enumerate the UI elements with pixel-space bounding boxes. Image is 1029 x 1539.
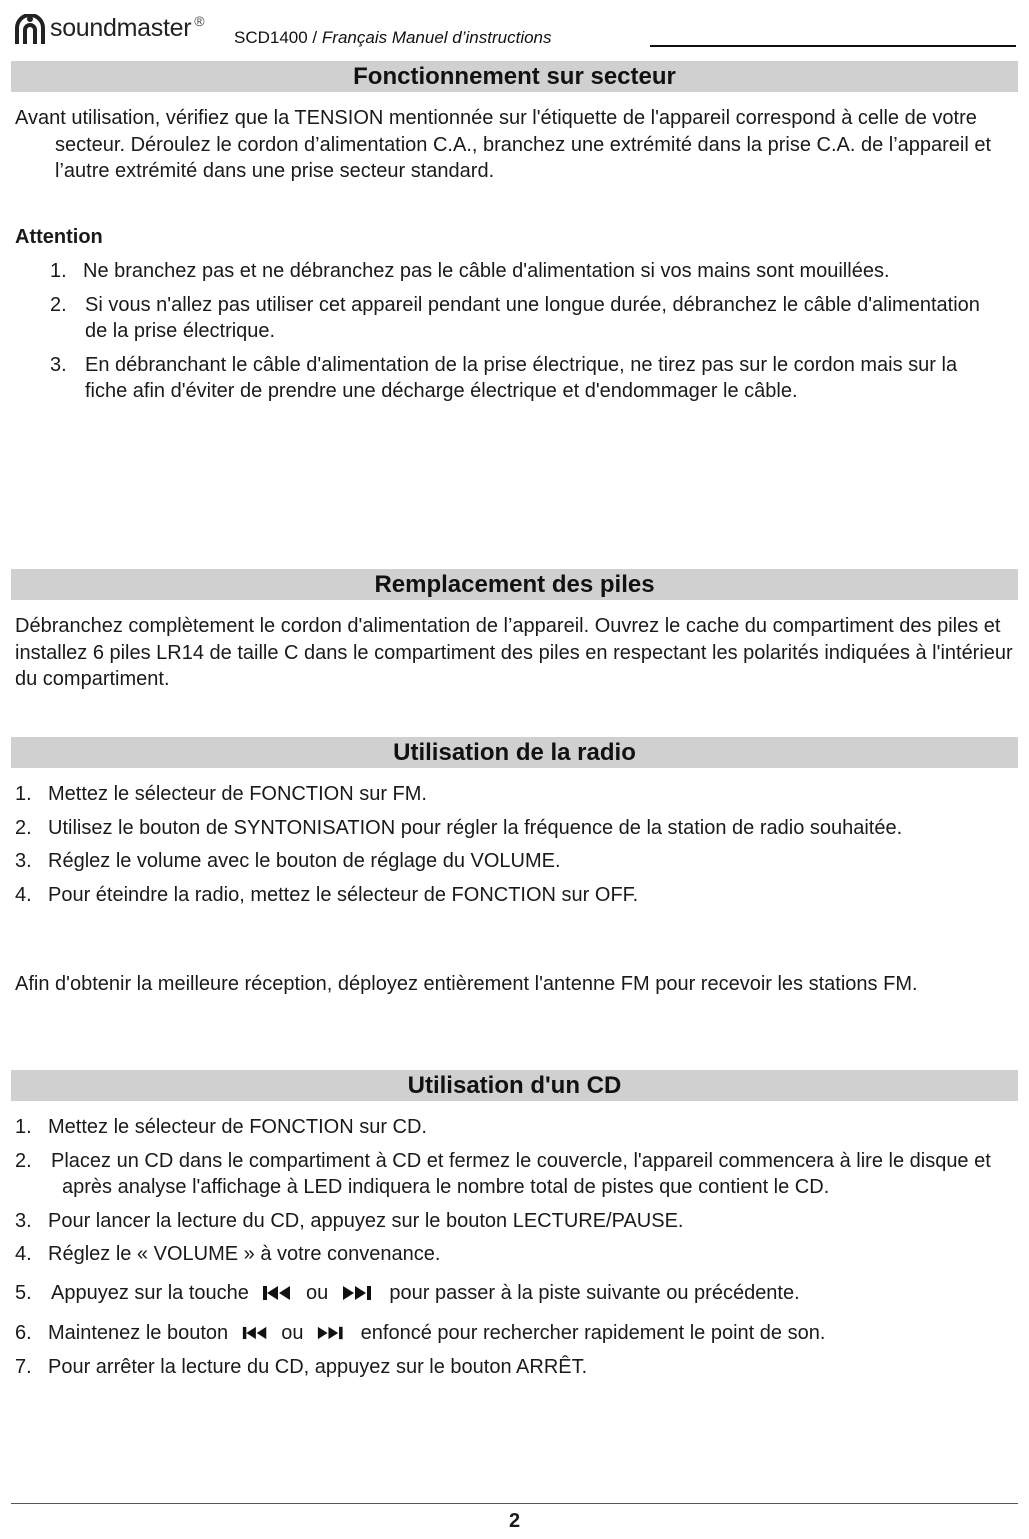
cd-list [15, 1114, 1015, 1380]
attention-list [50, 258, 1000, 405]
list-number: 2. [50, 293, 67, 316]
document-title [234, 28, 552, 48]
list-item [50, 292, 1000, 345]
piles-paragraph: Débranchez complètement le cordon d'alimentation de l’appareil. Ouvrez le cache du compartiment des piles et installez 6 piles LR14 de taille C dans le compartiment des piles en respectant les polarités indiquées à l'intérieur du compartiment. [15, 615, 1013, 690]
model-number: SCD1400 / [234, 28, 318, 47]
list-number: 2. [15, 816, 32, 839]
secteur-paragraph: Avant utilisation, vérifiez que la TENSION mentionnée sur l'étiquette de l'appareil correspond à celle de votre secteur. Déroulez le cordon d’alimentation C.A., branchez une extrémité dans la prise C.A. de l’appareil et l’autre extrémité dans une prise secteur standard. [15, 107, 992, 182]
section-title-cd: Utilisation d'un CD [11, 1070, 1018, 1101]
section-title-piles: Remplacement des piles [11, 569, 1018, 600]
section-title-secteur: Fonctionnement sur secteur [11, 61, 1018, 92]
list-number: 1. [50, 260, 67, 282]
list-item [15, 1320, 1015, 1347]
footer-rule [11, 1503, 1018, 1504]
item5-text-b: ou [306, 1281, 329, 1304]
list-number: 5. [15, 1281, 32, 1304]
list-text: Utilisez le bouton de SYNTONISATION pour régler la fréquence de la station de radio souhaitée. [48, 816, 903, 839]
list-number: 1. [15, 783, 32, 805]
skip-previous-icon [242, 1325, 268, 1341]
brand-name: soundmaster [50, 14, 192, 42]
section-title-radio: Utilisation de la radio [11, 737, 1018, 768]
list-text [48, 1320, 1015, 1347]
list-text: Réglez le volume avec le bouton de réglage du VOLUME. [48, 850, 561, 872]
list-item [15, 781, 1015, 808]
list-text: Pour lancer la lecture du CD, appuyez sur le bouton LECTURE/PAUSE. [48, 1209, 684, 1232]
list-item [15, 1280, 1015, 1307]
registered-mark: ® [194, 13, 205, 29]
item5-text-c: pour passer à la piste suivante ou précédente. [389, 1281, 800, 1304]
header-rule [650, 45, 1016, 47]
item6-text-c: enfoncé pour rechercher rapidement le point de son. [360, 1322, 826, 1344]
list-text: Ne branchez pas et ne débranchez pas le câble d'alimentation si vos mains sont mouillées. [83, 260, 890, 282]
list-item [15, 815, 1015, 842]
list-number: 7. [15, 1355, 32, 1378]
list-number: 3. [15, 1209, 32, 1232]
list-number: 1. [15, 1116, 32, 1138]
list-item [15, 882, 1015, 909]
list-text: Si vous n'allez pas utiliser cet appareil pendant une longue durée, débranchez le câble d'alimentation de la prise électrique. [85, 293, 980, 342]
list-text: Pour arrêter la lecture du CD, appuyez sur le bouton ARRÊT. [48, 1355, 588, 1378]
soundmaster-logo-icon [14, 14, 46, 46]
skip-previous-icon [262, 1285, 292, 1301]
section-secteur-body [15, 105, 1015, 185]
skip-next-icon [342, 1285, 376, 1301]
list-item [15, 1148, 1015, 1201]
radio-note-text: Afin d'obtenir la meilleure réception, déployez entièrement l'antenne FM pour recevoir les stations FM. [15, 973, 918, 995]
list-number: 2. [15, 1149, 32, 1172]
brand-logo [14, 14, 205, 46]
list-number: 3. [15, 850, 32, 872]
radio-list [15, 781, 1015, 908]
manual-language-title: Français Manuel d’instructions [321, 28, 552, 47]
list-number: 6. [15, 1322, 32, 1344]
attention-heading: Attention [15, 226, 103, 248]
list-item [15, 1354, 1015, 1381]
list-text: Placez un CD dans le compartiment à CD et fermez le couvercle, l'appareil commencera à lire le disque et après analyse l'affichage à LED indiquera le nombre total de pistes que contient le CD. [51, 1149, 991, 1198]
list-item [15, 1208, 1015, 1235]
radio-note [15, 971, 975, 998]
section-piles-body [15, 613, 1015, 693]
list-text [51, 1280, 1015, 1307]
skip-next-icon [317, 1325, 347, 1341]
page-header [14, 10, 1016, 50]
item5-text-a: Appuyez sur la touche [51, 1281, 249, 1304]
list-item [15, 848, 1015, 875]
list-number: 3. [50, 353, 67, 376]
list-item [15, 1241, 1015, 1268]
list-text: Réglez le « VOLUME » à votre convenance. [48, 1243, 441, 1265]
list-number: 4. [15, 883, 32, 906]
page-number: 2 [508, 1510, 521, 1532]
list-text: En débranchant le câble d'alimentation de la prise électrique, ne tirez pas sur le cordon mais sur la fiche afin d'éviter de prendre une décharge électrique et d'endommager le câble. [85, 353, 958, 402]
list-text: Pour éteindre la radio, mettez le sélecteur de FONCTION sur OFF. [48, 883, 639, 906]
list-text: Mettez le sélecteur de FONCTION sur FM. [48, 783, 427, 805]
list-item [50, 258, 1000, 285]
list-number: 4. [15, 1243, 32, 1265]
item6-text-b: ou [281, 1322, 304, 1344]
attention-block [15, 224, 1015, 251]
list-item [15, 1114, 1015, 1141]
list-item [50, 352, 1000, 405]
list-text: Mettez le sélecteur de FONCTION sur CD. [48, 1116, 427, 1138]
item6-text-a: Maintenez le bouton [48, 1322, 229, 1344]
